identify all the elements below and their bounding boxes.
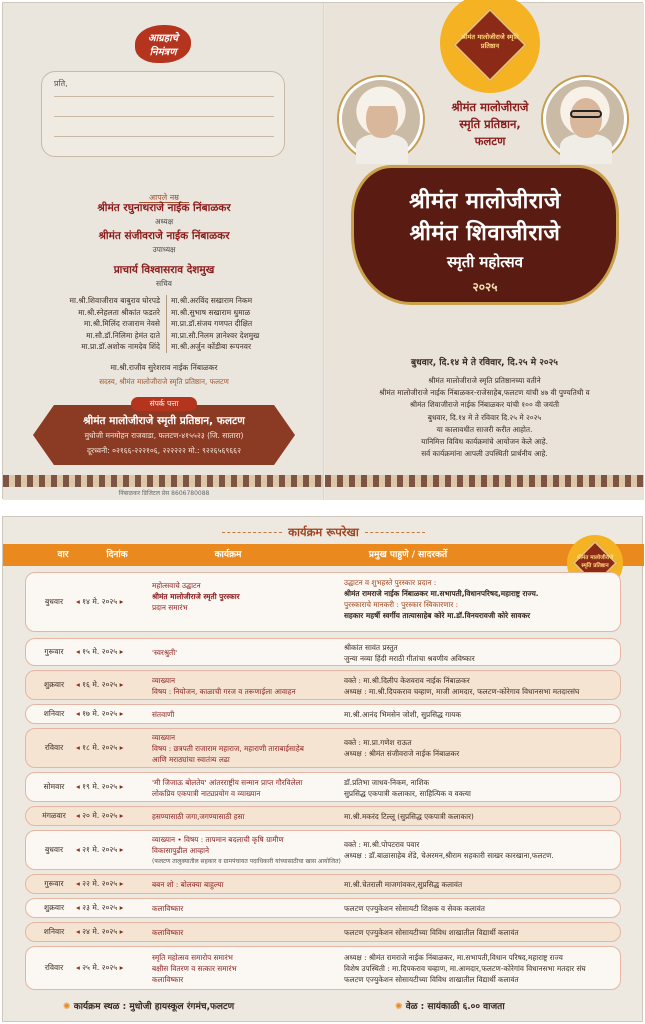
- row-guests: [344, 642, 620, 664]
- address-line: [54, 96, 274, 97]
- member-name: मा.सौ.डॉ.निलिमा हेमंत दाते: [86, 330, 160, 340]
- contact-label: संपर्क पत्ता: [131, 397, 197, 411]
- portrait-glasses: [570, 110, 602, 118]
- row-date: ◂ १८ मे. २०२५ ▸: [76, 743, 148, 753]
- member-name: मा.प्रा.डॉ.संजय गणपत दीक्षित: [171, 319, 253, 329]
- event-time: [395, 999, 505, 1012]
- title-year: २०२५: [472, 280, 498, 294]
- schedule-logo-text: श्रीमंत मालोजीराजे स्मृति प्रतिष्ठान: [576, 555, 614, 569]
- row-day: मंगळवार: [42, 811, 66, 820]
- time-text: वेळ : सायंकाळी ६.०० वाजता: [405, 1002, 505, 1012]
- address-line: [54, 116, 274, 117]
- guest-line: उद्घाटन व शुभहस्ते पुरस्कार प्रदान :: [344, 578, 437, 587]
- row-guests: [344, 811, 620, 822]
- address-box: [41, 71, 285, 157]
- title-divider: [365, 532, 425, 533]
- program-line: 'मी जिजाऊ बोलतेय' आंतरराष्ट्रीय सन्मान प्राप्त गौरविलेला: [152, 778, 303, 787]
- pratishthan-line1: श्रीमंत मालोजीराजे: [451, 100, 529, 114]
- row-day: गुरूवार: [44, 879, 64, 888]
- decorative-border: [325, 475, 644, 487]
- row-program: [152, 952, 342, 985]
- program-line: विषय : छत्रपती राजाराम महाराज, महाराणी ताराबाईसाहेब: [152, 744, 304, 753]
- guest-line: मा.श्री.आनंद भिमसेन जोशी, सुप्रसिद्ध गायक: [344, 710, 462, 719]
- row-guests: [344, 903, 620, 914]
- schedule-title: [3, 525, 644, 540]
- schedule-row: [25, 946, 621, 990]
- program-line: बबन शो : बोलक्या बाहुल्या: [152, 880, 224, 889]
- contact-band: [33, 399, 295, 465]
- venue: [63, 999, 234, 1012]
- program-line: 'स्वरश्रुती': [152, 648, 178, 657]
- row-day: शुक्रवार: [43, 903, 65, 912]
- title-line3: स्मृती महोत्सव: [446, 253, 524, 271]
- program-line: व्याख्यान: [152, 733, 176, 742]
- invite-line: या कालावधीत साजरी करीत आहोत.: [436, 424, 533, 434]
- members-right-column: [171, 295, 295, 353]
- address-label: प्रति,: [54, 79, 68, 88]
- row-date: ◂ १९ मे. २०२५ ▸: [76, 782, 148, 792]
- row-date: ◂ १४ मे. २०२५ ▸: [76, 597, 148, 607]
- row-date: ◂ २५ मे. २०२५ ▸: [76, 963, 148, 973]
- portrait-body: [356, 134, 408, 164]
- guest-line: वक्ते : मा.श्री.दिलीप केशवराव नाईक निंबाळकर: [344, 676, 470, 685]
- row-program: [152, 709, 342, 720]
- row-guests: [344, 709, 620, 720]
- member-name: मा.श्री.अरविंद सखाराम निकम: [171, 296, 253, 305]
- row-guests: [344, 675, 620, 697]
- venue-text: कार्यक्रम स्थळ : मुधोजी हायस्कूल रंगमंच,फलटण: [73, 1002, 235, 1012]
- host-role: अध्यक्ष: [154, 217, 174, 226]
- row-program: [152, 811, 342, 822]
- guest-line: श्रीकांत सावंत प्रस्तुत: [344, 643, 398, 652]
- program-line: संतवाणी: [152, 710, 175, 719]
- member-name: मा.प्रा.सौ.निलम ज्ञानेश्वर देशमुख: [171, 330, 260, 340]
- row-guests: [344, 777, 620, 799]
- schedule-row: [25, 728, 621, 768]
- host-1: [3, 201, 325, 227]
- program-line: बक्षीस वितरण व सत्कार समारंभ: [152, 964, 237, 973]
- row-day: बुधवार: [44, 597, 64, 606]
- row-guests: [344, 952, 620, 985]
- row-program: [152, 879, 342, 890]
- title-plaque: [351, 165, 619, 305]
- row-program: [152, 580, 342, 613]
- members-left-column: [43, 295, 167, 353]
- pratishthan-name: [423, 99, 557, 150]
- row-program: [152, 834, 342, 867]
- row-day: शनिवार: [43, 709, 65, 718]
- guest-line: फलटण एज्युकेशन सोसायटी शिक्षक व सेवक कलावंत: [344, 904, 485, 913]
- portrait-cap: [364, 92, 400, 106]
- title-divider: [222, 532, 282, 533]
- row-date: ◂ २४ मे. २०२५ ▸: [76, 927, 148, 937]
- host-role: सचिव: [156, 279, 172, 288]
- festival-dates: बुधवार, दि.१४ मे ते रविवार, दि.२५ मे २०२५: [411, 358, 558, 368]
- member-name: मा.श्री.स्नेहलता श्रीकांत फडतरे: [78, 307, 160, 317]
- member-last: मा.श्री.राजीव सुरेशराव नाईक निंबाळकर: [110, 363, 218, 372]
- guest-line: वक्ते : मा.श्री.पोपटराव पवार: [344, 840, 420, 849]
- row-program: [152, 675, 342, 697]
- schedule-header: [3, 544, 644, 566]
- portrait-body: [560, 134, 612, 164]
- program-line: कलाविष्कार: [152, 928, 184, 937]
- nimantran-line2: निमंत्रण: [149, 47, 177, 58]
- guest-line: फलटण एज्युकेशन सोसायटीच्या विविध शाखातील विद्यार्थी कलावंत: [344, 975, 519, 984]
- host-role: उपाध्यक्ष: [152, 245, 176, 254]
- row-program: [152, 777, 342, 799]
- host-name: श्रीमंत रघुनाथराजे नाईक निंबाळकर: [97, 202, 231, 214]
- member-name: मा.श्री.अर्जुन कोंडीबा रूपनवर: [171, 342, 252, 352]
- contact-address: मुधोजी मनमोहन राजवाडा, फलटण-४१५५२३ (जि. सातारा): [84, 431, 244, 440]
- guest-line: जुन्या नव्या हिंदी मराठी गीतांचा श्रवणीय अविष्कार: [344, 654, 475, 663]
- guest-line: पुरस्काराचे मानकरी : पुरस्कार स्विकारणार :: [344, 600, 459, 609]
- invite-line: बुधवार, दि.१४ मे ते रविवार दि.२५ मे २०२५: [427, 412, 542, 422]
- invite-line: श्रीमंत शिवाजीराजे नाईक निंबाळकर यांची १०० वी जयंती: [409, 400, 560, 410]
- program-line: हसण्यासाठी जगा,जगण्यासाठी हसा: [152, 812, 245, 821]
- portrait-face: [570, 98, 602, 138]
- host-name: श्रीमंत संजीवराजे नाईक निंबाळकर: [98, 230, 230, 242]
- row-day: रविवार: [44, 963, 64, 972]
- row-guests: [344, 879, 620, 890]
- row-day: बुधवार: [44, 845, 64, 854]
- row-date: ◂ १६ मे. २०२५ ▸: [76, 680, 148, 690]
- header-program: कार्यक्रम: [214, 550, 242, 560]
- printer-credit: निंबाळकर डिजिटल प्रेस 8606780088: [118, 490, 210, 497]
- program-line: व्याख्यान: [152, 676, 176, 685]
- member-name: मा.प्रा.डॉ.अशोक नामदेव शिंदे: [81, 342, 160, 352]
- title-line1: श्रीमंत मालोजीराजे: [409, 189, 561, 214]
- program-line: कलाविष्कार: [152, 904, 184, 913]
- invitation-spread: [2, 2, 643, 499]
- schedule-row: [25, 638, 621, 666]
- schedule-row: [25, 572, 621, 632]
- guest-line: सहकार महर्षी स्वर्गीय तात्यासाहेब कोरे मा.डॉ.विनयरावजी कोरे सावकर: [344, 611, 531, 620]
- schedule-title-text: कार्यक्रम रूपरेखा: [288, 525, 359, 539]
- program-line: लोकप्रिय एकपात्री नाट्यप्रयोग व व्याख्यान: [152, 789, 261, 798]
- member-name: मा.श्री.सुभाष सखाराम धुमाळ: [171, 307, 251, 317]
- guest-line: वक्ते : मा.प्रा.गणेश राऊत: [344, 738, 412, 747]
- row-date: ◂ १५ मे. २०२५ ▸: [76, 647, 148, 657]
- schedule-row: [25, 704, 621, 724]
- row-guests: [344, 577, 620, 621]
- row-program: [152, 927, 342, 938]
- row-day: शुक्रवार: [43, 680, 65, 689]
- address-line: [54, 136, 274, 137]
- program-line: व्याख्यान • विषय : तापमान बदलाची कृषि ग्रामीण: [152, 835, 284, 844]
- row-program: [152, 732, 342, 765]
- logo-text: श्रीमंत मालोजीराजे स्मृति प्रतिष्ठान: [461, 33, 519, 50]
- guest-line: सुप्रसिद्ध एकपात्री कलाकार, साहित्यिक व वक्त्या: [344, 789, 471, 798]
- portrait-malojiraje: [339, 77, 423, 161]
- row-program: [152, 647, 342, 658]
- row-date: ◂ २० मे. २०२५ ▸: [76, 811, 148, 821]
- program-line: कलाविष्कार: [152, 975, 184, 984]
- pratishthan-line2: स्मृति प्रतिष्ठान,: [459, 117, 521, 131]
- schedule-row: [25, 922, 621, 942]
- schedule-sheet: [2, 516, 643, 1022]
- guest-line: अध्यक्ष : मा.श्री.दिपकराव चव्हाण, माजी आमदार, फलटण-कोरेगाव विधानसभा मतदारसंघ: [344, 687, 580, 696]
- guest-line: विशेष उपस्थिती : मा.दिपकराव चव्हाण, मा.आमदार,फलटण-कोरेगांव विधानसभा मतदार संघ: [344, 964, 586, 973]
- invitation-cover-panel: [325, 3, 644, 500]
- program-line: श्रीमंत मालोजीराजे स्मृती पुरस्कार: [152, 592, 240, 601]
- host-3: [3, 263, 325, 289]
- row-day: रविवार: [44, 743, 64, 752]
- guest-line: मा.श्री.मकरंद टिल्लू (सुप्रसिद्ध एकपात्री कलाकार): [344, 812, 474, 821]
- header-guests: प्रमुख पाहुणे / सादरकर्ते: [368, 550, 448, 560]
- row-date: ◂ १७ मे. २०२५ ▸: [76, 709, 148, 719]
- guest-line: अध्यक्ष : श्रीमंत रामराजे नाईक निंबाळकर, मा.सभापती,विधान परिषद,महाराष्ट्र राज्य: [344, 953, 563, 962]
- row-day: सोमवार: [43, 782, 65, 791]
- sun-icon: ✺: [395, 1002, 406, 1012]
- schedule-row: [25, 806, 621, 826]
- members-note: सदस्य, श्रीमंत मालोजीराजे स्मृति प्रतिष्ठान, फलटण: [99, 377, 229, 386]
- program-line: विकासापुढील आव्हाने: [152, 846, 210, 855]
- row-day: शनिवार: [43, 927, 65, 936]
- program-line: (फलटण तालुक्यातील सहकार व ग्रामपंचायत पदाधिकारी यांच्यासाठीचा खास आयोजित): [152, 858, 341, 865]
- nimantran-line1: आग्रहाचे: [147, 33, 179, 44]
- invite-line: श्रीमंत मालोजीराजे स्मृति प्रतिष्ठानच्या वतीने: [428, 376, 541, 385]
- invitation-back-panel: [3, 3, 325, 500]
- row-program: [152, 903, 342, 914]
- invite-line: सर्व कार्यक्रमांना आपली उपस्थिती प्रार्थनीय आहे.: [421, 449, 548, 459]
- invite-line: श्रीमंत मालोजीराजे नाईक निंबाळकर-राजेसाहेब,फलटण यांची ४७ वी पुण्यतिथी व: [379, 388, 590, 398]
- row-date: ◂ २२ मे. २०२५ ▸: [76, 879, 148, 889]
- guest-line: श्रीमंत रामराजे नाईक निंबाळकर मा.सभापती,विधानपरिषद,महाराष्ट्र राज्य.: [344, 589, 539, 598]
- host-name: प्राचार्य विश्वासराव देशमुख: [113, 264, 215, 276]
- contact-org: श्रीमंत मालोजीराजे स्मृती प्रतिष्ठान, फलटण: [83, 415, 245, 427]
- guest-line: डॉ.प्रतिभा जाधव-निकम, नाशिक: [344, 778, 430, 787]
- row-guests: [344, 737, 620, 759]
- decorative-border: [3, 475, 325, 487]
- schedule-footer: [3, 995, 644, 1017]
- guest-line: मा.श्री.चेतराली माजगांवकर,सुप्रसिद्ध कलावंत: [344, 880, 463, 889]
- schedule-row: [25, 874, 621, 894]
- program-line: महोत्सवाचे उद्घाटन: [152, 581, 201, 590]
- guest-line: अध्यक्ष : श्रीमंत संजीवराजे नाईक निंबाळकर: [344, 749, 460, 758]
- invite-line: यानिमित्त विविध कार्यक्रमांचे आयोजन केले आहे.: [421, 437, 548, 447]
- member-name: मा.श्री.शिवाजीराव बाबुराव घोरपडे: [69, 296, 160, 305]
- pratishthan-line3: फलटण: [474, 134, 506, 148]
- guest-line: फलटण एज्युकेशन सोसायटीच्या विविध शाखातील विद्यार्थी कलावंत: [344, 928, 519, 937]
- row-date: ◂ २३ मे. २०२५ ▸: [76, 903, 148, 913]
- schedule-row: [25, 898, 621, 918]
- title-line2: श्रीमंत शिवाजीराजे: [409, 221, 561, 246]
- schedule-row: [25, 830, 621, 870]
- row-date: ◂ २१ मे. २०२५ ▸: [76, 845, 148, 855]
- program-line: स्मृति महोत्सव समारोप समारंभ: [152, 953, 233, 962]
- aaple-namra-label: आपले नम्र: [139, 193, 189, 203]
- host-2: [3, 229, 325, 255]
- program-line: विषय : नियोजन, काळाची गरज व तरूणाईला आवाहन: [152, 687, 296, 696]
- invite-text: [339, 375, 630, 460]
- row-day: गुरूवार: [44, 647, 64, 656]
- contact-phone: दूरध्वनी: ०२१६६-२२२१०६, २२२२२२ मो.: ९२२६५६९६६२: [87, 446, 241, 455]
- schedule-row: [25, 772, 621, 802]
- row-guests: [344, 839, 620, 861]
- header-day: वार: [57, 550, 69, 560]
- member-name: मा.श्री.मिलिंद राजाराम नेवसे: [83, 319, 160, 329]
- header-date: दिनांक: [106, 550, 128, 560]
- program-line: प्रदान समारंभ: [152, 603, 188, 612]
- program-line: आणि मराठ्यांचा स्वातंत्र्य लढा: [152, 755, 230, 764]
- sun-icon: ✺: [63, 1002, 74, 1012]
- schedule-row: [25, 670, 621, 700]
- nimantran-logo: [135, 25, 191, 63]
- guest-line: अध्यक्ष : डॉ.बाळासाहेब शेंडे, चेअरमन,श्रीराम सहकारी साखर कारखाना,फलटण.: [344, 851, 554, 860]
- row-guests: [344, 927, 620, 938]
